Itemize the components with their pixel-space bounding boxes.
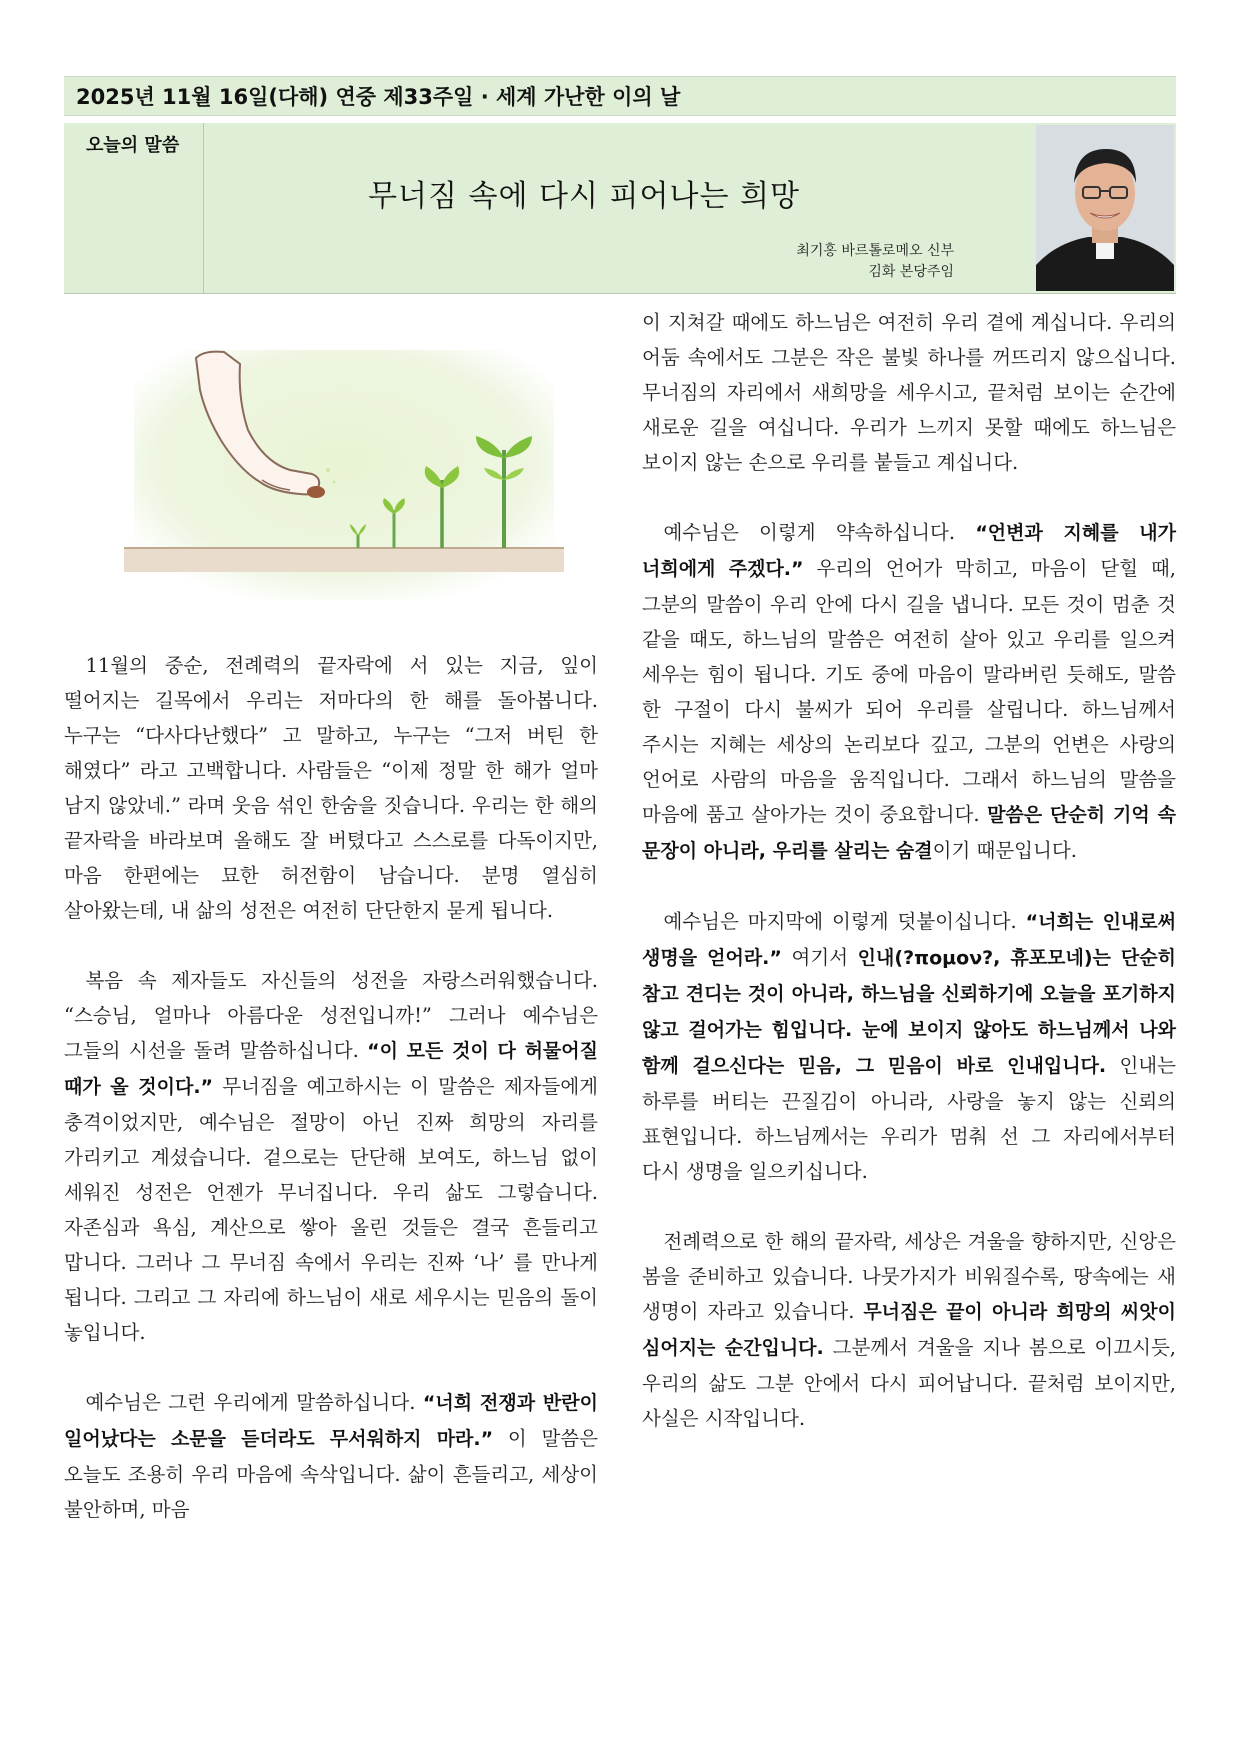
left-column: [64, 305, 598, 1562]
paragraph-right-2: [642, 515, 1176, 869]
seedling-illustration: [64, 330, 598, 630]
priest-portrait-image: [1036, 125, 1174, 291]
text-run: 예수님은 그런 우리에게 말씀하십니다.: [85, 1391, 423, 1414]
text-run: 여기서: [781, 946, 858, 969]
bold-text: 인내(?πομον?, 휴포모네)는 단순히 참고 견디는 것이 아니라, 하느님을 신뢰하기에 오늘을 포기하지 않고 걸어가는 힘입니다. 눈에 보이지 않아도 하느님께서 나와 함께 걸으신다는 믿음, 그 믿음이 바로 인내입니다.: [642, 947, 1176, 1077]
text-run: 예수님은 마지막에 이렇게 덧붙이십니다.: [663, 910, 1026, 933]
section-label-box: [64, 123, 204, 293]
text-run: 이 말씀은 오늘도 조용히 우리 마음에 속삭입니다. 삶이 흔들리고, 세상이 불안하며, 마음: [64, 1427, 598, 1521]
bold-quote: “너희 전쟁과 반란이 일어났다는 소문을 듣더라도 무서워하지 마라.”: [64, 1392, 598, 1450]
paragraph-right-1: 이 지쳐갈 때에도 하느님은 여전히 우리 곁에 계십니다. 우리의 어둠 속에서도 그분은 작은 불빛 하나를 꺼뜨리지 않으십니다. 무너짐의 자리에서 새희망을 세우시고, 끝처럼 보이는 순간에 새로운 길을 여십니다. 우리가 느끼지 못할 때에도 하느님은 보이지 않는 손으로 우리를 붙들고 계십니다.: [642, 311, 1176, 474]
bold-quote: “너희는 인내로써 생명을 얻어라.”: [642, 911, 1176, 969]
section-label: 오늘의 말씀: [86, 135, 180, 156]
text-run: 예수님은 이렇게 약속하십니다.: [663, 521, 976, 544]
header-box: [64, 123, 1176, 294]
paragraph-right-4: [642, 1224, 1176, 1436]
author-block: [796, 241, 954, 283]
page-title: 무너짐 속에 다시 피어나는 희망: [368, 179, 800, 214]
date-line: 2025년 11월 16일(다해) 연중 제33주일 · 세계 가난한 이의 날: [76, 85, 681, 109]
text-run: 우리의 언어가 막히고, 마음이 닫힐 때, 그분의 말씀이 우리 안에 다시 길을 냅니다. 모든 것이 멈춘 것 같을 때도, 하느님의 말씀은 여전히 살아 있고 우리를 일으켜 세우는 힘이 됩니다. 기도 중에 마음이 말라버린 듯해도, 말씀 한 구절이 다시 불씨가 되어 우리를 살립니다. 하느님께서 주시는 지혜는 세상의 논리보다 깊고, 그분의 언변은 사랑의 언어로 사람의 마음을 움직입니다. 그래서 하느님의 말씀을 마음에 품고 살아가는 것이 중요합니다.: [642, 557, 1176, 826]
paragraph-left-1: 11월의 중순, 전례력의 끝자락에 서 있는 지금, 잎이 떨어지는 길목에서 우리는 저마다의 한 해를 돌아봅니다. 누구는 “다사다난했다” 고 말하고, 누구는 “그저 버틴 한 해였다” 라고 고백합니다. 사람들은 “이제 정말 한 해가 얼마 남지 않았네.” 라며 웃음 섞인 한숨을 짓습니다. 우리는 한 해의 끝자락을 바라보며 올해도 잘 버텼다고 스스로를 다독이지만, 마음 한편에는 묘한 허전함이 남습니다. 분명 열심히 살아왔는데, 내 삶의 성전은 여전히 단단한지 묻게 됩니다.: [64, 654, 598, 922]
text-run: 그분께서 겨울을 지나 봄으로 이끄시듯, 우리의 삶도 그분 안에서 다시 피어납니다. 끝처럼 보이지만, 사실은 시작입니다.: [642, 1336, 1176, 1430]
bold-text: 무너짐은 끝이 아니라 희망의 씨앗이 심어지는 순간입니다.: [642, 1301, 1176, 1359]
hand-planting-seed-image: [64, 330, 598, 630]
text-run: 이기 때문입니다.: [932, 839, 1077, 862]
paragraph-right-3: [642, 904, 1176, 1189]
author-name: 최기홍 바르톨로메오 신부: [796, 243, 954, 259]
paragraph-left-2: [64, 963, 598, 1350]
text-run: 복음 속 제자들도 자신들의 성전을 자랑스러워했습니다. “스승님, 얼마나 아름다운 성전입니까!” 그러나 예수님은 그들의 시선을 돌려 말씀하십니다.: [64, 969, 598, 1062]
right-column: [642, 305, 1176, 1471]
bold-quote: “언변과 지혜를 내가 너희에게 주겠다.”: [642, 522, 1176, 580]
date-bar: [64, 76, 1176, 116]
paragraph-left-3: [64, 1385, 598, 1527]
bold-quote: “이 모든 것이 다 허물어질 때가 올 것이다.”: [64, 1040, 598, 1098]
text-run: 무너짐을 예고하시는 이 말씀은 제자들에게 충격이었지만, 예수님은 절망이 아닌 진짜 희망의 자리를 가리키고 계셨습니다. 겉으로는 단단해 보여도, 하느님 없이 세워진 성전은 언젠가 무너집니다. 우리 삶도 그렇습니다. 자존심과 욕심, 계산으로 쌓아 올린 것들은 결국 흔들리고 맙니다. 그러나 그 무너짐 속에서 우리는 진짜 ‘나’ 를 만나게 됩니다. 그리고 그 자리에 하느님이 새로 세우시는 믿음의 돌이 놓입니다.: [64, 1075, 599, 1344]
author-photo: [1036, 125, 1174, 291]
bold-text: 말씀은 단순히 기억 속 문장이 아니라, 우리를 살리는 숨결: [642, 804, 1176, 862]
text-run: 전례력으로 한 해의 끝자락, 세상은 겨울을 향하지만, 신앙은 봄을 준비하고 있습니다. 나뭇가지가 비워질수록, 땅속에는 새 생명이 자라고 있습니다.: [642, 1230, 1176, 1323]
author-role: 김화 본당주임: [868, 264, 954, 280]
text-run: 인내는 하루를 버티는 끈질김이 아니라, 사랑을 놓지 않는 신뢰의 표현입니다. 하느님께서는 우리가 멈춰 선 그 자리에서부터 다시 생명을 일으키십니다.: [642, 1054, 1176, 1183]
